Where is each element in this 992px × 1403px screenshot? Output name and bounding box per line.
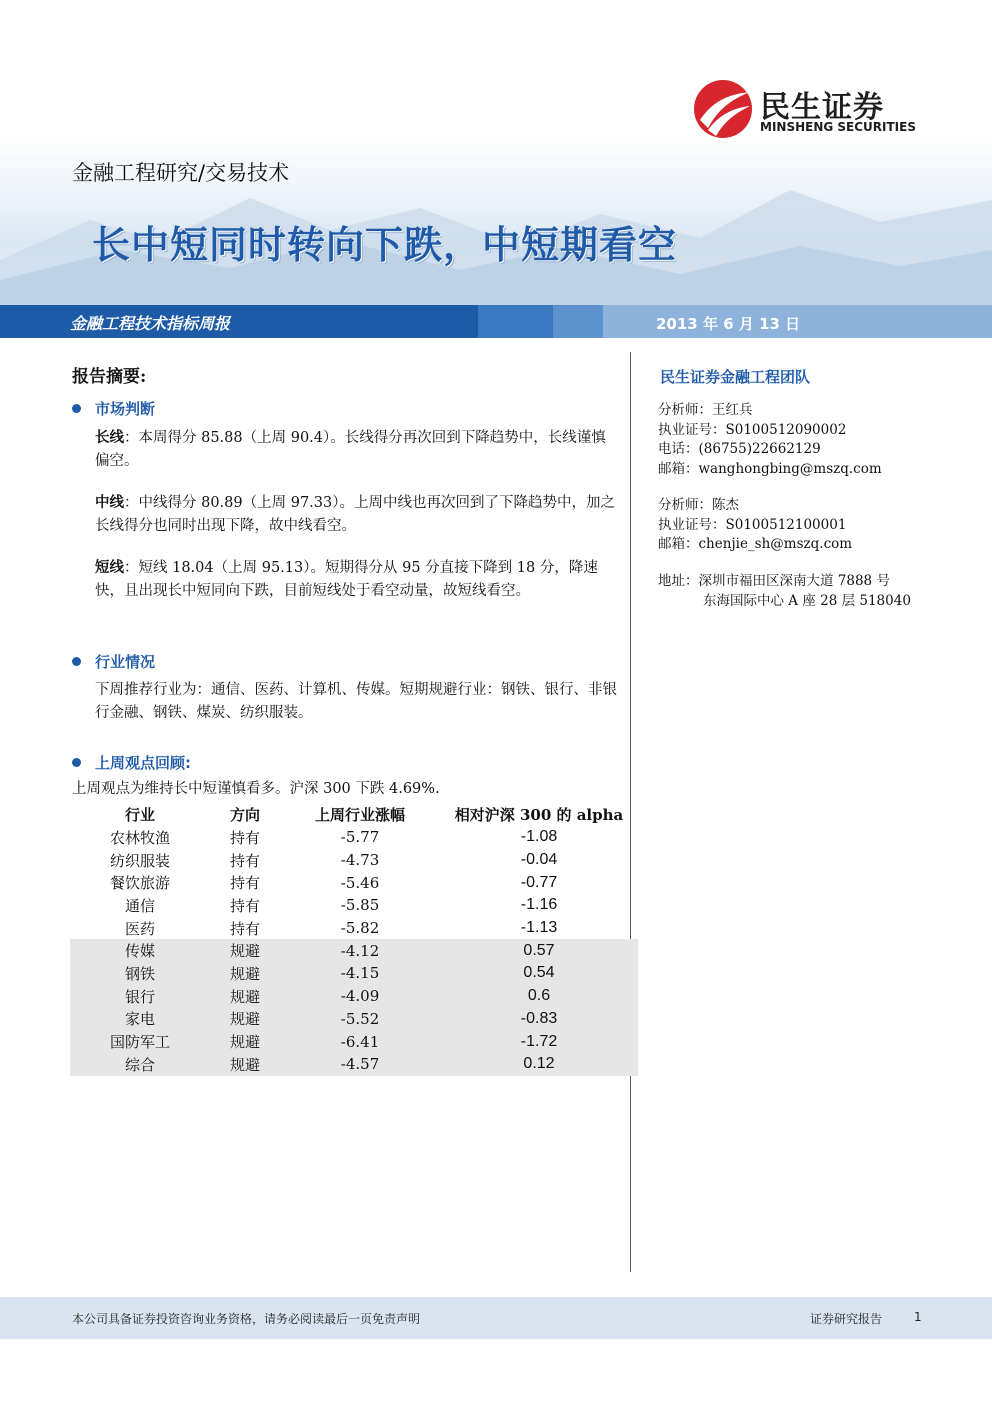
alpha-cell: -0.83 (440, 1008, 638, 1031)
analyst1-email[interactable]: 邮箱：wanghongbing@mszq.com (658, 461, 882, 477)
section-market-heading (72, 398, 155, 419)
alpha-cell: 0.6 (440, 985, 638, 1008)
change-cell: -4.09 (280, 985, 440, 1008)
analyst1-phone: 电话：(86755)22662129 (658, 441, 821, 457)
report-title: 长中短同时转向下跌，中短期看空 (92, 223, 678, 267)
footer-report-type: 证券研究报告 (810, 1312, 883, 1326)
section-label: 行业情况 (95, 653, 156, 671)
change-cell: -4.15 (280, 962, 440, 985)
column-header: 相对沪深 300 的 alpha (454, 805, 624, 824)
logo-name-cn: 民生证券 (760, 90, 884, 125)
industry-cell: 国防军工 (70, 1030, 210, 1053)
table-header-row (70, 802, 638, 826)
analyst1-cert: 执业证号：S0100512090002 (658, 422, 847, 438)
address-line1: 地址：深圳市福田区深南大道 7888 号 (658, 573, 890, 589)
table-row (70, 826, 638, 849)
direction-cell: 规避 (210, 1008, 280, 1031)
bullet-icon (72, 758, 81, 767)
direction-cell: 持有 (229, 851, 260, 870)
team-title: 民生证券金融工程团队 (660, 368, 811, 386)
industry-cell: 餐饮旅游 (109, 874, 170, 893)
industry-cell: 家电 (70, 1008, 210, 1031)
short-term-text: ：短线 18.04（上周 95.13）。短期得分从 95 分直接下降到 18 分，降速快，且出现长中短同向下跌，目前短线处于看空动量，故短线看空。 (95, 560, 598, 599)
brand-logo (694, 80, 924, 140)
direction-cell: 持有 (229, 896, 260, 915)
industry-cell: 钢铁 (70, 962, 210, 985)
industry-cell: 纺织服装 (109, 851, 170, 870)
section-label: 上周观点回顾: (95, 754, 191, 772)
page-footer (0, 1297, 992, 1339)
table-row (70, 849, 638, 872)
short-term-paragraph (95, 556, 620, 603)
change-cell: -5.77 (340, 828, 380, 847)
address-line2: 东海国际中心 A 座 28 层 518040 (703, 593, 911, 609)
short-term-key: 短线 (95, 559, 124, 576)
long-term-key: 长线 (95, 429, 124, 446)
change-cell: -5.82 (340, 919, 380, 938)
alpha-cell: 0.54 (440, 962, 638, 985)
industry-cell: 通信 (124, 896, 155, 915)
table-row (70, 894, 638, 917)
section-label: 市场判断 (95, 400, 156, 418)
table-row (70, 939, 638, 962)
industry-cell: 银行 (70, 985, 210, 1008)
table-row (70, 962, 638, 985)
bullet-icon (72, 404, 81, 413)
band-segment (478, 305, 553, 338)
table-row (70, 1053, 638, 1076)
mid-term-key: 中线 (95, 494, 124, 511)
alpha-cell: -1.08 (520, 828, 558, 846)
industry-cell: 医药 (124, 919, 155, 938)
change-cell: -4.73 (340, 851, 380, 870)
alpha-cell: -1.16 (520, 896, 558, 914)
direction-cell: 持有 (229, 828, 260, 847)
page-number: 1 (914, 1310, 922, 1324)
direction-cell: 规避 (210, 1053, 280, 1076)
alpha-cell: 0.57 (440, 939, 638, 962)
mid-term-text: ：中线得分 80.89（上周 97.33）。上周中线也再次回到了下降趋势中，加之长线得分也同时出现下降，故中线看空。 (95, 495, 615, 534)
table-row (70, 985, 638, 1008)
table-row (70, 871, 638, 894)
table-row (70, 917, 638, 940)
industry-cell: 农林牧渔 (109, 828, 170, 847)
summary-heading: 报告摘要: (72, 367, 147, 387)
change-cell: -5.52 (280, 1008, 440, 1031)
logo-emblem-icon (694, 80, 752, 138)
review-paragraph: 上周观点为维持长中短谨慎看多。沪深 300 下跌 4.69%. (72, 781, 440, 797)
title-band (0, 305, 992, 338)
industry-table (70, 802, 638, 1076)
column-header: 行业 (124, 805, 155, 824)
alpha-cell: -1.72 (440, 1030, 638, 1053)
change-cell: -4.57 (280, 1053, 440, 1076)
long-term-text: ：本周得分 85.88（上周 90.4）。长线得分再次回到下降趋势中，长线谨慎偏空。 (95, 430, 606, 469)
footer-disclaimer: 本公司具备证券投资咨询业务资格，请务必阅读最后一页免责声明 (72, 1312, 421, 1326)
alpha-cell: -0.77 (520, 873, 558, 891)
direction-cell: 规避 (210, 985, 280, 1008)
analyst2-cert: 执业证号：S0100512100001 (658, 517, 847, 533)
analyst1-name: 分析师：王红兵 (658, 402, 753, 418)
industry-cell: 综合 (70, 1053, 210, 1076)
report-category: 金融工程研究/交易技术 (72, 161, 290, 185)
direction-cell: 规避 (210, 1030, 280, 1053)
industry-paragraph: 下周推荐行业为：通信、医药、计算机、传媒。短期规避行业：钢铁、银行、非银行金融、钢铁、煤炭、纺织服装。 (95, 682, 617, 721)
alpha-cell: -1.13 (520, 919, 558, 937)
bullet-icon (72, 657, 81, 666)
band-segment (553, 305, 603, 338)
change-cell: -4.12 (280, 939, 440, 962)
alpha-cell: 0.12 (440, 1053, 638, 1076)
direction-cell: 持有 (229, 919, 260, 938)
analyst2-name: 分析师：陈杰 (658, 497, 739, 513)
analyst2-email[interactable]: 邮箱：chenjie_sh@mszq.com (658, 536, 853, 552)
industry-cell: 传媒 (70, 939, 210, 962)
change-cell: -5.46 (340, 873, 380, 892)
change-cell: -6.41 (280, 1030, 440, 1053)
table-row (70, 1030, 638, 1053)
column-header: 上周行业涨幅 (314, 805, 405, 824)
report-date: 2013 年 6 月 13 日 (656, 315, 801, 333)
table-row (70, 1008, 638, 1031)
alpha-cell: -0.04 (520, 851, 558, 869)
logo-name-en: MINSHENG SECURITIES (760, 120, 916, 134)
mid-term-paragraph (95, 491, 620, 538)
section-industry-heading (72, 651, 155, 672)
change-cell: -5.85 (340, 896, 380, 915)
direction-cell: 规避 (210, 962, 280, 985)
long-term-paragraph (95, 426, 620, 473)
direction-cell: 持有 (229, 874, 260, 893)
direction-cell: 规避 (210, 939, 280, 962)
section-review-heading (72, 752, 191, 773)
report-series-label: 金融工程技术指标周报 (70, 314, 231, 333)
column-header: 方向 (229, 805, 260, 824)
